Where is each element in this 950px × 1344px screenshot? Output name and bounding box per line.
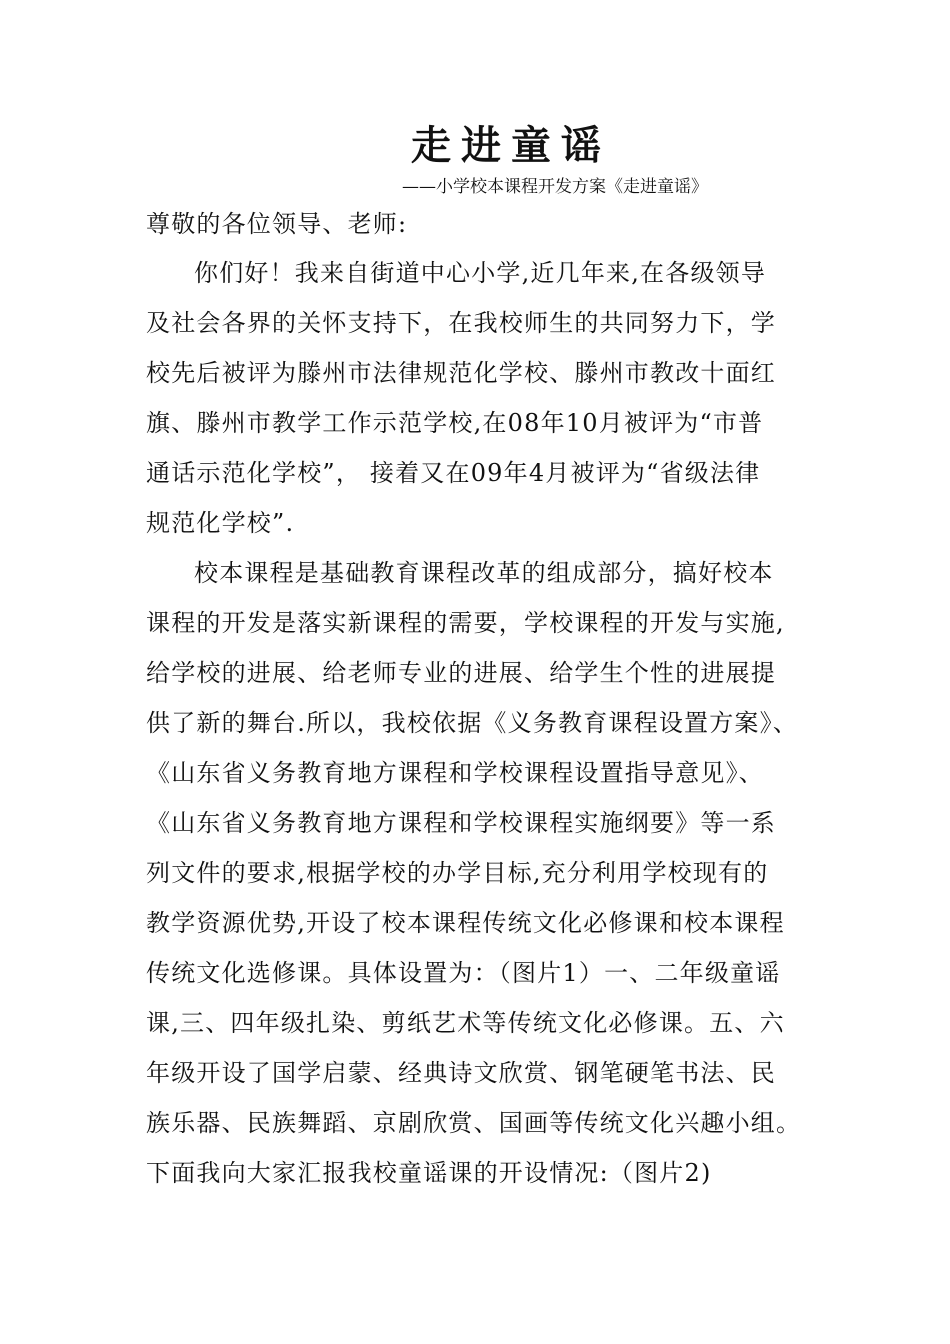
- paragraph-1-line-4: 旗、滕州市教学工作示范学校,在08年10月被评为“市普: [146, 409, 764, 437]
- paragraph-2-line-12: 族乐器、民族舞蹈、京剧欣赏、国画等传统文化兴趣小组。: [146, 1109, 802, 1137]
- paragraph-2-line-4: 供了新的舞台.所以，我校依据《义务教育课程设置方案》、: [146, 709, 799, 737]
- paragraph-2-line-9: 传统文化选修课。具体设置为：（图片1）一、二年级童谣: [146, 959, 781, 987]
- paragraph-1-line-1: 你们好！我来自街道中心小学,近几年来,在各级领导: [194, 259, 767, 287]
- paragraph-2-line-1: 校本课程是基础教育课程改革的组成部分，搞好校本: [194, 559, 774, 587]
- paragraph-1-line-6: 规范化学校”.: [146, 509, 295, 537]
- document-subtitle: ——小学校本课程开发方案《走进童谣》: [402, 177, 708, 197]
- paragraph-1-line-2: 及社会各界的关怀支持下，在我校师生的共同努力下，学: [146, 309, 776, 337]
- paragraph-1-line-3: 校先后被评为滕州市法律规范化学校、滕州市教改十面红: [146, 359, 776, 387]
- paragraph-2-line-5: 《山东省义务教育地方课程和学校课程设置指导意见》、: [146, 759, 764, 787]
- paragraph-2-line-13: 下面我向大家汇报我校童谣课的开设情况:（图片2): [146, 1159, 712, 1187]
- paragraph-1-line-5: 通话示范化学校”， 接着又在09年4月被评为“省级法律: [146, 459, 761, 487]
- paragraph-2-line-11: 年级开设了国学启蒙、经典诗文欣赏、钢笔硬笔书法、民: [146, 1059, 776, 1087]
- paragraph-2-line-10: 课,三、四年级扎染、剪纸艺术等传统文化必修课。五、六: [146, 1009, 785, 1037]
- salutation-line: 尊敬的各位领导、老师:: [146, 210, 408, 238]
- paragraph-2-line-6: 《山东省义务教育地方课程和学校课程实施纲要》等一系: [146, 809, 776, 837]
- document-title: 走进童谣: [411, 122, 611, 169]
- paragraph-2-line-3: 给学校的进展、给老师专业的进展、给学生个性的进展提: [146, 659, 776, 687]
- paragraph-2-line-8: 教学资源优势,开设了校本课程传统文化必修课和校本课程: [146, 909, 785, 937]
- paragraph-2-line-7: 列文件的要求,根据学校的办学目标,充分利用学校现有的: [146, 859, 769, 887]
- paragraph-2-line-2: 课程的开发是落实新课程的需要，学校课程的开发与实施,: [146, 609, 785, 637]
